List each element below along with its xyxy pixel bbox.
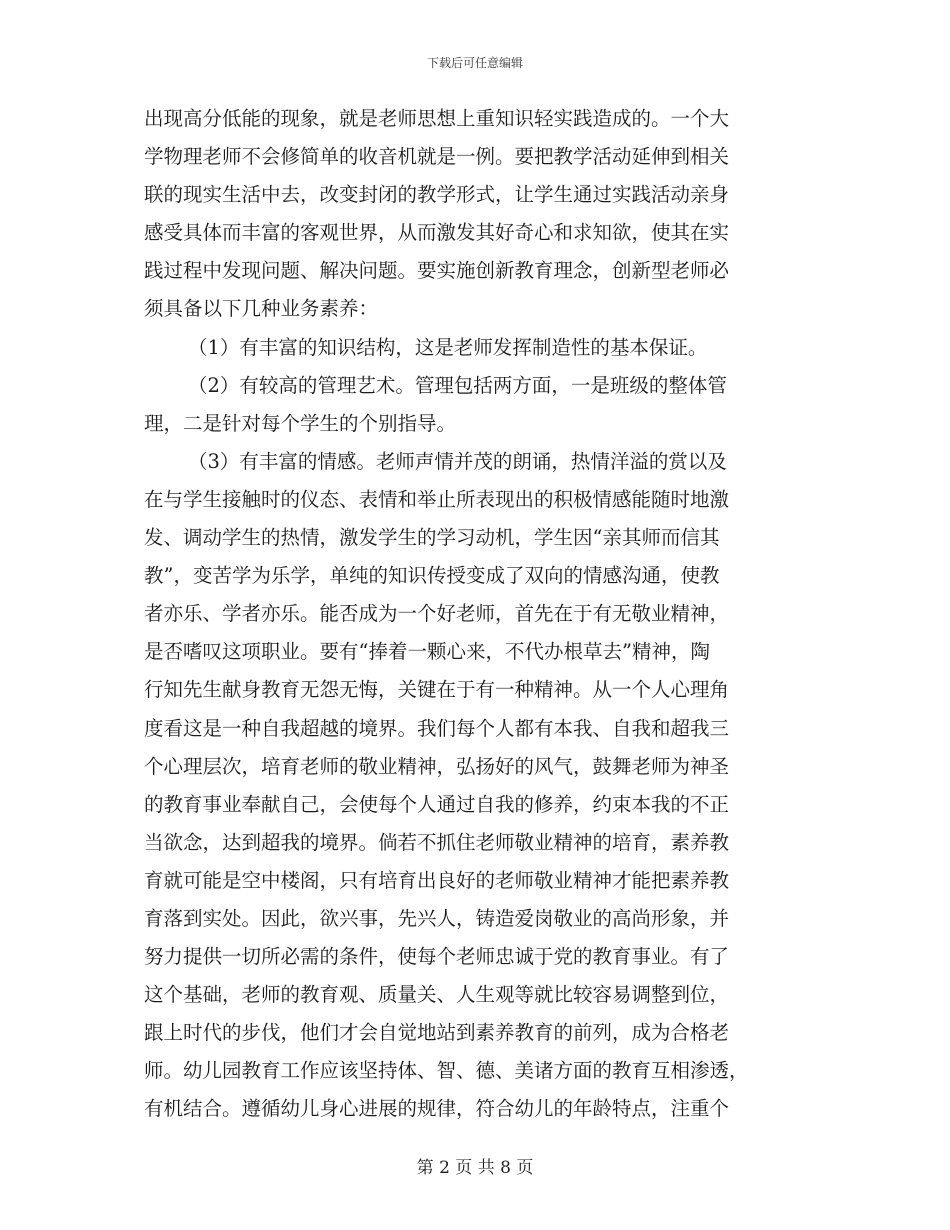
text-line: 须具备以下几种业务素养：	[144, 297, 379, 321]
text-line: 育就可能是空中楼阁，只有培育出良好的老师敬业精神才能把素养教	[144, 868, 730, 892]
text-line: 当欲念，达到超我的境界。倘若不抓住老师敬业精神的培育，素养教	[144, 830, 730, 854]
page-number: 第 2 页 共 8 页	[416, 1158, 534, 1178]
text-line: 育落到实处。因此，欲兴事，先兴人，铸造爱岗敬业的高尚形象，并	[144, 906, 730, 930]
text-line: 感受具体而丰富的客观世界，从而激发其好奇心和求知欲，使其在实	[144, 221, 730, 245]
text-line: 出现高分低能的现象，就是老师思想上重知识轻实践造成的。一个大	[144, 107, 730, 130]
text-line: 发、调动学生的热情，激发学生的学习动机，学生因“亲其师而信其	[144, 526, 720, 550]
list-item-3: （3）有丰富的情感。老师声情并茂的朗诵，热情洋溢的赏以及	[188, 449, 727, 473]
text-line: 行知先生献身教育无怨无悔，关键在于有一种精神。从一个人心理角	[144, 678, 730, 702]
list-item-2: （2）有较高的管理艺术。管理包括两方面，一是班级的整体管	[188, 373, 727, 397]
text-line: 的教育事业奉献自己，会使每个人通过自我的修养，约束本我的不正	[144, 792, 730, 816]
text-line: 联的现实生活中去，改变封闭的教学形式，让学生通过实践活动亲身	[144, 183, 730, 207]
text-line: 努力提供一切所必需的条件，使每个老师忠诚于党的教育事业。有了	[144, 945, 730, 969]
document-body	[144, 100, 806, 1129]
list-item-1: （1）有丰富的知识结构，这是老师发挥制造性的基本保证。	[188, 335, 708, 359]
text-line: 这个基础，老师的教育观、质量关、人生观等就比较容易调整到位，	[144, 983, 730, 1007]
text-line: 者亦乐、学者亦乐。能否成为一个好老师，首先在于有无敬业精神，	[144, 602, 730, 626]
page-header: 下载后可任意编辑	[426, 56, 523, 70]
text-line: 在与学生接触时的仪态、表情和举止所表现出的积极情感能随时地激	[144, 487, 730, 511]
text-line: 跟上时代的步伐，他们才会自觉地站到素养教育的前列，成为合格老	[144, 1021, 730, 1045]
text-line: 教”，变苦学为乐学，单纯的知识传授变成了双向的情感沟通，使教	[144, 564, 720, 588]
text-line: 理，二是针对每个学生的个别指导。	[144, 411, 457, 435]
text-line: 践过程中发现问题、解决问题。要实施创新教育理念，创新型老师必	[144, 259, 730, 283]
text-line: 度看这是一种自我超越的境界。我们每个人都有本我、自我和超我三	[144, 716, 730, 740]
text-line: 有机结合。遵循幼儿身心进展的规律，符合幼儿的年龄特点，注重个	[144, 1097, 730, 1121]
text-line: 个心理层次，培育老师的敬业精神，弘扬好的风气，鼓舞老师为神圣	[144, 754, 730, 778]
text-line: 师。幼儿园教育工作应该坚持体、智、德、美诸方面的教育互相渗透，	[144, 1059, 749, 1083]
text-line: 是否嗜叹这项职业。要有“捧着一颗心来，不代办根草去”精神，陶	[144, 640, 710, 664]
text-line: 学物理老师不会修简单的收音机就是一例。要把教学活动延伸到相关	[144, 145, 730, 169]
